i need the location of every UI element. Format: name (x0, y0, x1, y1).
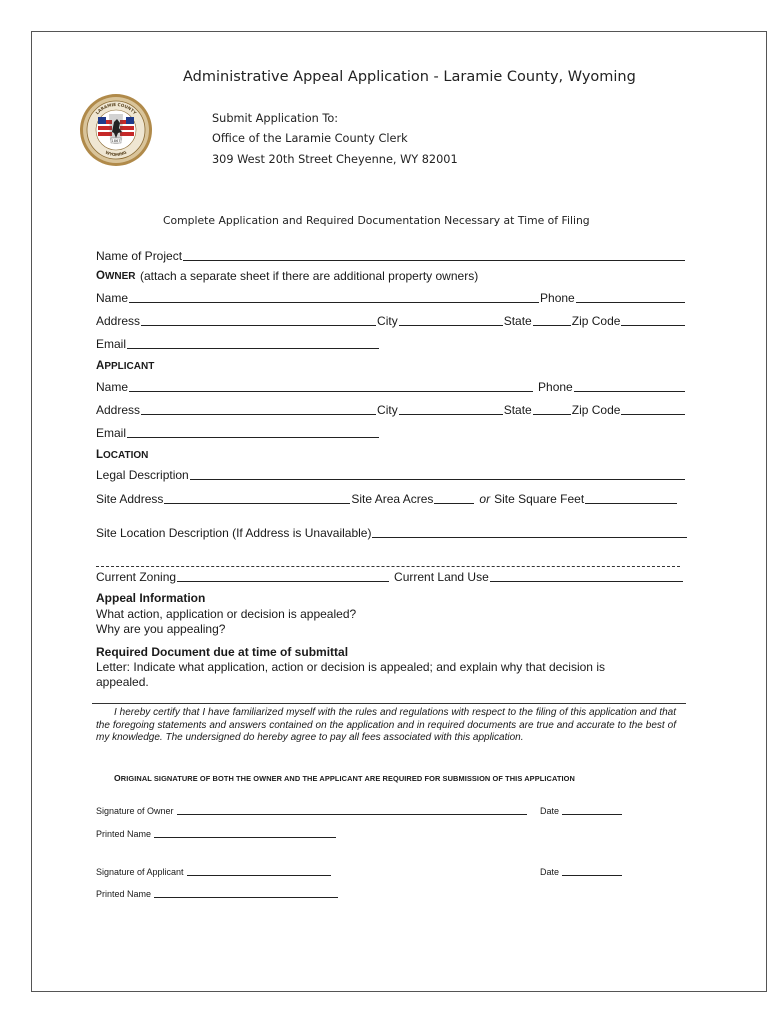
applicant-heading: APPLICANT (96, 360, 155, 372)
site-location-description-row (96, 524, 688, 540)
seal-top-text: LARAMIE COUNTY (94, 101, 138, 116)
owner-date-field (540, 806, 622, 817)
applicant-state-line[interactable] (533, 414, 571, 415)
applicant-address-label: Address (96, 403, 141, 417)
applicant-zip-line[interactable] (621, 414, 685, 415)
applicant-printed-name-field (96, 889, 338, 900)
site-address-label: Site Address (96, 492, 164, 506)
owner-state-line[interactable] (533, 325, 571, 326)
owner-heading: OWNER (96, 270, 136, 282)
legal-description-row (96, 466, 686, 482)
applicant-printed-name-label: Printed Name (96, 889, 152, 899)
owner-signature-field (96, 806, 527, 817)
appeal-information-heading: Appeal Information (96, 591, 206, 605)
applicant-city-line[interactable] (399, 414, 503, 415)
site-address-row (96, 490, 678, 506)
owner-city-line[interactable] (399, 325, 503, 326)
site-acres-label: Site Area Acres (351, 492, 434, 506)
project-name-label: Name of Project (96, 249, 183, 263)
applicant-city-label: City (377, 403, 398, 417)
required-document-line-1: Letter: Indicate what application, action or decision is appealed; and explain why that decision is (96, 660, 605, 674)
applicant-signature-line[interactable] (187, 875, 331, 876)
applicant-address-line[interactable] (141, 414, 376, 415)
owner-date-line[interactable] (562, 814, 622, 815)
submit-to-label: Submit Application To: (212, 112, 339, 125)
current-zoning-label: Current Zoning (96, 570, 177, 584)
project-name-line[interactable] (183, 260, 685, 261)
owner-signature-label: Signature of Owner (96, 806, 174, 816)
site-location-description-line[interactable] (372, 537, 687, 538)
owner-name-label: Name (96, 291, 129, 305)
applicant-email-label: Email (96, 426, 127, 440)
owner-address-row (96, 312, 686, 328)
owner-city-label: City (377, 314, 398, 328)
applicant-name-line[interactable] (129, 391, 533, 392)
owner-printed-name-line[interactable] (154, 837, 336, 838)
applicant-phone-line[interactable] (574, 391, 685, 392)
current-land-use-label: Current Land Use (394, 570, 489, 584)
applicant-email-line[interactable] (127, 437, 379, 438)
owner-signature-line[interactable] (177, 814, 527, 815)
current-land-use-line[interactable] (490, 581, 683, 582)
owner-date-label: Date (540, 806, 560, 816)
owner-printed-name-label: Printed Name (96, 829, 152, 839)
applicant-signature-field (96, 867, 331, 878)
applicant-date-field (540, 867, 622, 878)
owner-name-row (96, 289, 686, 305)
site-sqft-line[interactable] (585, 503, 677, 504)
applicant-phone-label: Phone (538, 380, 573, 394)
owner-state-label: State (503, 314, 532, 328)
legal-description-label: Legal Description (96, 468, 189, 482)
office-address: 309 West 20th Street Cheyenne, WY 82001 (212, 153, 458, 166)
site-address-line[interactable] (164, 503, 350, 504)
applicant-email-row (96, 424, 380, 440)
owner-email-row (96, 335, 380, 351)
applicant-name-row (96, 378, 686, 394)
project-name-field[interactable] (96, 247, 686, 263)
required-document-line-2: appealed. (96, 675, 149, 689)
signature-notice: ORIGINAL SIGNATURE OF BOTH THE OWNER AND THE APPLICANT ARE REQUIRED FOR SUBMISSION OF THIS APPLICATION (114, 773, 575, 783)
location-heading: LOCATION (96, 449, 149, 461)
current-zoning-line[interactable] (177, 581, 389, 582)
applicant-name-label: Name (96, 380, 129, 394)
page-title: Administrative Appeal Application - Laramie County, Wyoming (183, 69, 636, 85)
owner-phone-label: Phone (540, 291, 575, 305)
owner-phone-line[interactable] (576, 302, 685, 303)
owner-zip-label: Zip Code (571, 314, 621, 328)
site-location-description-line-2[interactable] (96, 566, 680, 567)
applicant-address-row (96, 401, 686, 417)
zoning-row (96, 568, 684, 584)
owner-address-line[interactable] (141, 325, 376, 326)
or-label: or (479, 492, 491, 506)
applicant-printed-name-line[interactable] (154, 897, 338, 898)
seal-year: 1867 (111, 139, 121, 143)
owner-printed-name-field (96, 829, 336, 840)
owner-email-label: Email (96, 337, 127, 351)
seal-bottom-text: WYOMING (104, 149, 128, 158)
office-name: Office of the Laramie County Clerk (212, 132, 408, 145)
certification-text: I hereby certify that I have familiarized myself with the rules and regulations with respect to the filing of this application and that the foregoing statements and answers contained on the application and in required documents are true and accurate to the best of my knowledge. The undersigned do hereby agree to pay all fees associated with this application. (96, 707, 676, 744)
applicant-date-label: Date (540, 867, 560, 877)
required-document-heading: Required Document due at time of submittal (96, 645, 349, 659)
legal-description-line[interactable] (190, 479, 685, 480)
owner-name-line[interactable] (129, 302, 539, 303)
form-page (31, 31, 767, 992)
owner-zip-line[interactable] (621, 325, 685, 326)
applicant-zip-label: Zip Code (571, 403, 621, 417)
appeal-question-1: What action, application or decision is appealed? (96, 607, 357, 621)
site-acres-line[interactable] (434, 503, 474, 504)
appeal-question-2: Why are you appealing? (96, 622, 226, 636)
applicant-date-line[interactable] (562, 875, 622, 876)
owner-address-label: Address (96, 314, 141, 328)
filing-instruction: Complete Application and Required Documentation Necessary at Time of Filing (163, 214, 590, 227)
site-location-description-label: Site Location Description (If Address is Unavailable) (96, 526, 372, 540)
owner-note: (attach a separate sheet if there are additional property owners) (140, 269, 479, 283)
site-sqft-label: Site Square Feet (494, 492, 585, 506)
applicant-signature-label: Signature of Applicant (96, 867, 184, 877)
applicant-state-label: State (503, 403, 532, 417)
county-seal-icon (78, 92, 154, 168)
certification-divider (92, 703, 686, 704)
owner-email-line[interactable] (127, 348, 379, 349)
